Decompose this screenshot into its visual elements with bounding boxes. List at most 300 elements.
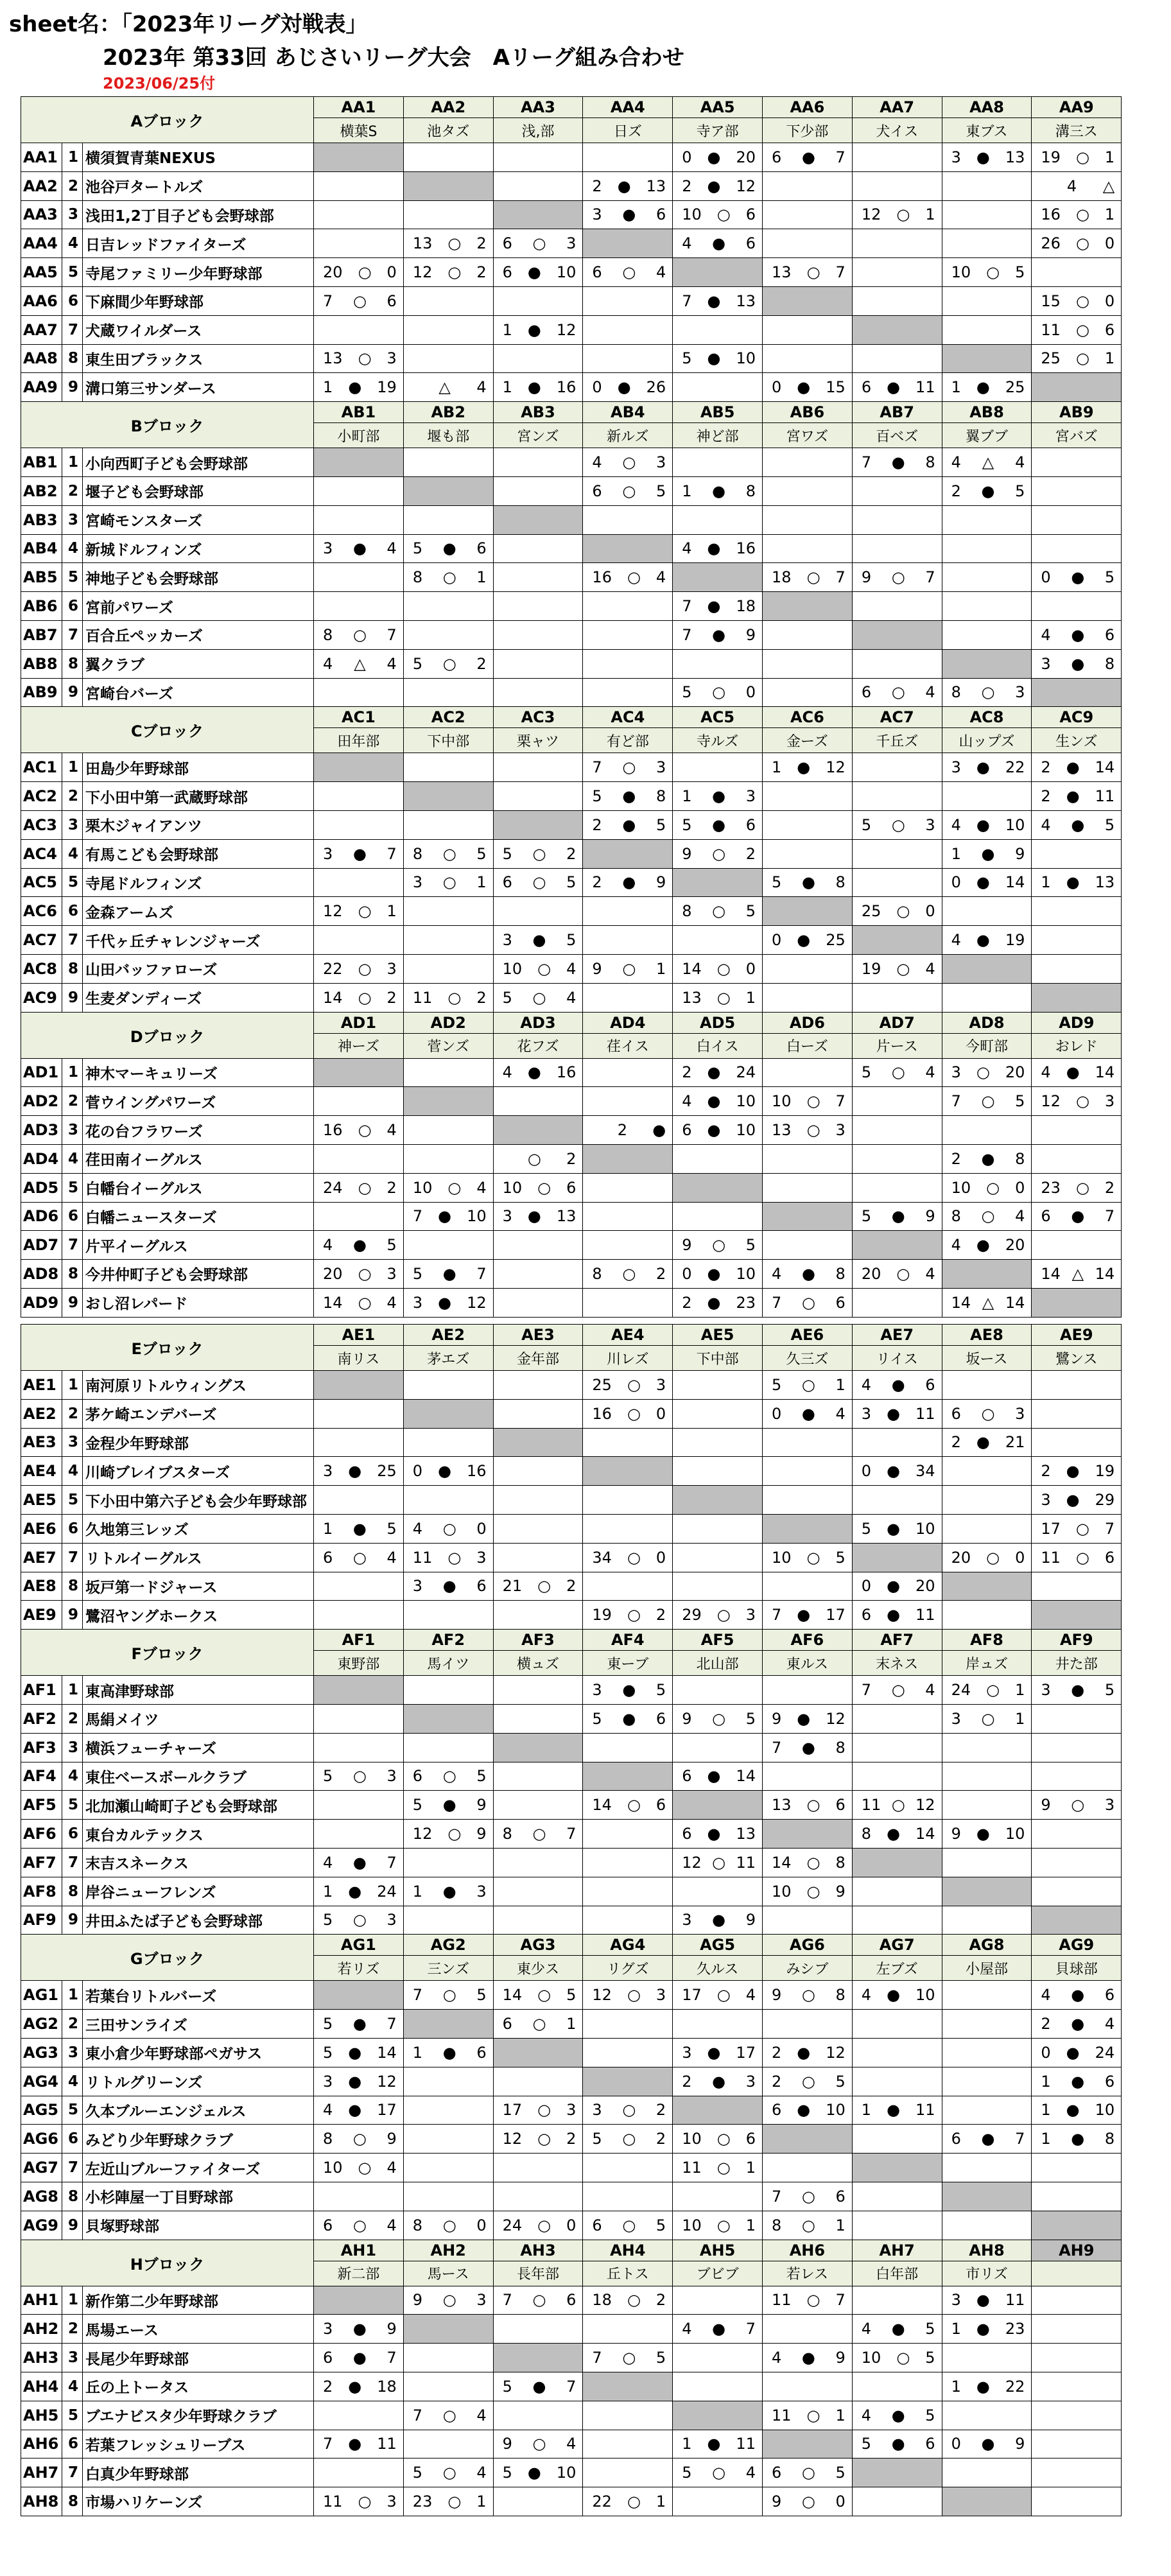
match-result: 18 ○ 2: [583, 2286, 673, 2315]
column-abbr: 東ルス: [762, 1651, 852, 1676]
match-result: [314, 563, 404, 592]
match-result: [852, 839, 942, 868]
match-result: [583, 2182, 673, 2211]
match-result: 5 ● 6: [583, 1704, 673, 1733]
match-result: 4 ● 16: [493, 1058, 583, 1087]
match-result: 4 ● 5: [852, 2401, 942, 2430]
column-abbr: 新二部: [314, 2261, 404, 2286]
team-row: [21, 592, 1122, 621]
match-result: [763, 534, 853, 563]
team-number: 8: [62, 2182, 83, 2211]
match-result: [583, 143, 673, 172]
match-result: [942, 286, 1032, 315]
team-row: [21, 2315, 1122, 2344]
team-row: [21, 476, 1122, 505]
self-match-cell: [673, 563, 763, 592]
team-number: 4: [62, 839, 83, 868]
match-result: [673, 2182, 763, 2211]
team-row: [21, 1457, 1122, 1486]
match-result: 19 ○ 1: [1032, 143, 1122, 172]
column-code: AE3: [493, 1325, 583, 1346]
match-result: 10 ○ 5: [762, 1543, 852, 1572]
match-result: 0 ● 16: [403, 1457, 493, 1486]
match-result: [942, 2067, 1032, 2096]
match-result: 5 ○ 4: [852, 1058, 942, 1087]
team-code: AB1: [21, 448, 62, 477]
match-result: 5 ● 10: [852, 1514, 942, 1543]
column-abbr: 新ルズ: [583, 423, 673, 448]
column-abbr: 長年部: [493, 2261, 583, 2286]
team-row: [21, 315, 1122, 344]
match-result: [403, 2372, 493, 2401]
match-result: 8 ○ 3: [942, 678, 1032, 707]
team-row: [21, 1486, 1122, 1515]
match-result: [673, 373, 763, 402]
column-code: AH9: [1032, 2240, 1122, 2261]
match-result: 4 ● 7: [314, 1848, 404, 1877]
team-code: AD3: [21, 1116, 62, 1145]
block-header-row: [21, 1935, 1122, 1956]
block-header-row: [21, 97, 1122, 118]
match-result: 10 ○ 7: [763, 1087, 853, 1116]
match-result: 6 ○ 5: [493, 868, 583, 897]
column-code: AG4: [583, 1935, 673, 1956]
block-name: Hブロック: [21, 2240, 314, 2286]
team-number: 4: [62, 1762, 83, 1791]
match-result: [852, 983, 942, 1012]
match-result: 7 ○ 5: [403, 1981, 493, 2010]
match-result: 0 ● 25: [763, 926, 853, 955]
match-result: 1 ● 25: [942, 373, 1032, 402]
match-result: 14 △ 14: [942, 1288, 1032, 1317]
team-code: AF6: [21, 1820, 62, 1849]
match-result: 3 ● 12: [403, 1288, 493, 1317]
column-code: AG2: [403, 1935, 493, 1956]
match-result: [942, 534, 1032, 563]
self-match-cell: [314, 143, 404, 172]
match-result: [762, 2372, 852, 2401]
column-code: AF6: [762, 1630, 852, 1651]
match-result: [763, 1058, 853, 1087]
match-result: [942, 1116, 1032, 1145]
team-number: 3: [62, 1116, 83, 1145]
team-code: AG7: [21, 2154, 62, 2182]
match-result: 24 ○ 1: [942, 1676, 1032, 1705]
match-result: 3 ○ 2: [583, 2096, 673, 2125]
column-code: AH3: [493, 2240, 583, 2261]
match-result: [314, 1704, 404, 1733]
team-name: 東生田ブラックス: [83, 344, 314, 373]
self-match-cell: [583, 229, 673, 258]
column-abbr: 坂ース: [942, 1346, 1032, 1371]
self-match-cell: [942, 649, 1032, 678]
match-result: [493, 1231, 583, 1260]
match-result: 3 ● 7: [314, 839, 404, 868]
team-row: [21, 1981, 1122, 2010]
match-result: 3 ● 12: [314, 2067, 404, 2096]
match-result: 6 ● 13: [673, 1820, 763, 1849]
team-number: 3: [62, 2344, 83, 2372]
match-result: [314, 592, 404, 621]
team-name: 下小田中第六子ども会少年野球部: [83, 1486, 314, 1515]
match-result: [403, 954, 493, 983]
match-result: [673, 2344, 763, 2372]
match-result: 8 ○ 9: [314, 2125, 404, 2154]
match-result: [1032, 2459, 1122, 2487]
match-result: 23 ○ 1: [403, 2487, 493, 2516]
team-code: AB6: [21, 592, 62, 621]
match-result: [493, 534, 583, 563]
team-name: 鷺沼ヤングホークス: [83, 1601, 314, 1630]
team-name: 千代ヶ丘チャレンジャーズ: [83, 926, 314, 955]
column-code: AA2: [403, 97, 493, 118]
match-result: 14 ○ 5: [493, 1981, 583, 2010]
match-result: 1 ● 19: [314, 373, 404, 402]
match-result: [1032, 258, 1122, 287]
team-name: 左近山ブルーファイターズ: [83, 2154, 314, 2182]
column-abbr: 片ース: [852, 1033, 942, 1058]
team-code: AD1: [21, 1058, 62, 1087]
match-result: 9 ○ 2: [673, 839, 763, 868]
match-result: 4 ○ 0: [403, 1514, 493, 1543]
match-result: 1 ● 23: [942, 2315, 1032, 2344]
match-result: [852, 171, 942, 200]
match-result: 4 ● 5: [852, 2315, 942, 2344]
column-code: AA3: [493, 97, 583, 118]
match-result: 2 ● 12: [673, 171, 763, 200]
match-result: 7 ● 17: [762, 1601, 852, 1630]
match-result: 9 ○ 3: [403, 2286, 493, 2315]
column-code: AA4: [583, 97, 673, 118]
team-code: AD2: [21, 1087, 62, 1116]
team-number: 7: [62, 1848, 83, 1877]
match-result: 2 ● 24: [673, 1058, 763, 1087]
match-result: 8 ○ 0: [403, 2211, 493, 2240]
team-name: 山田バッファローズ: [83, 954, 314, 983]
match-result: 6 ● 14: [673, 1762, 763, 1791]
column-code: AE2: [403, 1325, 493, 1346]
match-result: 7 ● 13: [673, 286, 763, 315]
match-result: [583, 1733, 673, 1762]
match-result: 19 ○ 2: [583, 1601, 673, 1630]
match-result: [673, 2286, 763, 2315]
match-result: [403, 2344, 493, 2372]
match-result: [314, 1791, 404, 1820]
column-abbr: 岸ュズ: [942, 1651, 1032, 1676]
team-code: AG1: [21, 1981, 62, 2010]
match-result: [1032, 926, 1122, 955]
block-name: Fブロック: [21, 1630, 314, 1676]
column-abbr: 久三ズ: [762, 1346, 852, 1371]
match-result: [583, 1486, 673, 1515]
match-result: 2 ● 18: [314, 2372, 404, 2401]
self-match-cell: [762, 2430, 852, 2459]
match-result: [942, 2096, 1032, 2125]
team-row: [21, 1877, 1122, 1906]
match-result: [852, 1087, 942, 1116]
match-result: 2 ● 9: [583, 868, 673, 897]
match-result: 7 ○ 4: [403, 2401, 493, 2430]
match-result: [403, 505, 493, 534]
team-number: 9: [62, 2211, 83, 2240]
match-result: [763, 229, 853, 258]
match-result: 3 ● 25: [314, 1457, 404, 1486]
match-result: [942, 897, 1032, 926]
match-result: [763, 1231, 853, 1260]
match-result: 3 ● 29: [1032, 1486, 1122, 1515]
column-abbr: 東ブス: [942, 118, 1032, 143]
match-result: 6 ○ 1: [493, 2010, 583, 2039]
team-number: 1: [62, 1371, 83, 1400]
column-code: AE9: [1032, 1325, 1122, 1346]
column-abbr: 田年部: [314, 728, 404, 753]
match-result: [762, 1572, 852, 1601]
match-result: 3 ● 22: [942, 753, 1032, 782]
column-abbr: 貝球部: [1032, 1956, 1122, 1981]
team-name: 末吉スネークス: [83, 1848, 314, 1877]
match-result: 25 ○ 1: [1032, 344, 1122, 373]
team-number: 9: [62, 678, 83, 707]
match-result: 34 ○ 0: [583, 1543, 673, 1572]
column-code: AD8: [942, 1012, 1032, 1033]
match-result: 8 ○ 7: [493, 1820, 583, 1849]
match-result: 12 ○ 1: [852, 200, 942, 229]
match-result: [493, 1704, 583, 1733]
match-result: [762, 1676, 852, 1705]
match-result: 15 ○ 0: [1032, 286, 1122, 315]
match-result: 21 ○ 2: [493, 1572, 583, 1601]
column-code: AH1: [314, 2240, 404, 2261]
match-result: [852, 2211, 942, 2240]
match-result: 5 ● 8: [763, 868, 853, 897]
self-match-cell: [583, 1762, 673, 1791]
team-number: 8: [62, 344, 83, 373]
team-code: AH7: [21, 2459, 62, 2487]
match-result: [493, 2067, 583, 2096]
match-result: [583, 1231, 673, 1260]
match-result: 16 ○ 4: [314, 1116, 404, 1145]
column-abbr: 下中部: [673, 1346, 763, 1371]
team-name: 菅ウイングパワーズ: [83, 1087, 314, 1116]
team-name: 東住ベースボールクラブ: [83, 1762, 314, 1791]
team-number: 6: [62, 1514, 83, 1543]
team-name: 横須賀青葉NEXUS: [83, 143, 314, 172]
match-result: 13 ○ 3: [314, 344, 404, 373]
match-result: 3 ● 11: [852, 1399, 942, 1428]
match-result: 8 ○ 7: [314, 620, 404, 649]
column-code: AB7: [852, 402, 942, 423]
team-number: 5: [62, 563, 83, 592]
team-row: [21, 2154, 1122, 2182]
match-result: 0 ● 26: [583, 373, 673, 402]
self-match-cell: [583, 2372, 673, 2401]
column-code: AB8: [942, 402, 1032, 423]
team-number: 9: [62, 1906, 83, 1935]
team-name: 神地子ども会野球部: [83, 563, 314, 592]
match-result: [403, 1676, 493, 1705]
match-result: 5 ● 6: [403, 534, 493, 563]
match-result: [583, 1288, 673, 1317]
team-name: 若葉フレッシュリーブス: [83, 2430, 314, 2459]
match-result: 7 ○ 6: [493, 2286, 583, 2315]
column-abbr: 市リズ: [942, 2261, 1032, 2286]
match-result: [1032, 2430, 1122, 2459]
match-result: [583, 2010, 673, 2039]
match-result: [583, 2154, 673, 2182]
match-result: 3 ● 4: [314, 534, 404, 563]
match-result: [673, 1676, 763, 1705]
match-result: [493, 1676, 583, 1705]
team-number: 7: [62, 2459, 83, 2487]
match-result: [403, 810, 493, 839]
self-match-cell: [314, 1058, 404, 1087]
team-code: AC1: [21, 753, 62, 782]
column-code: AG7: [852, 1935, 942, 1956]
team-code: AF4: [21, 1762, 62, 1791]
match-result: [493, 2182, 583, 2211]
team-code: AE8: [21, 1572, 62, 1601]
match-result: [314, 868, 404, 897]
self-match-cell: [493, 505, 583, 534]
team-row: [21, 2038, 1122, 2067]
match-result: 12 ○ 2: [493, 2125, 583, 2154]
match-result: [942, 2211, 1032, 2240]
match-result: [1032, 1572, 1122, 1601]
match-result: [673, 1399, 763, 1428]
team-code: AC2: [21, 782, 62, 811]
self-match-cell: [403, 1704, 493, 1733]
team-name: 浅田1,2丁目子ども会野球部: [83, 200, 314, 229]
self-match-cell: [852, 1543, 942, 1572]
match-result: [852, 258, 942, 287]
team-code: AB2: [21, 476, 62, 505]
match-result: 5 ○ 3: [852, 810, 942, 839]
match-result: [852, 2038, 942, 2067]
match-result: [493, 2487, 583, 2516]
team-number: 2: [62, 782, 83, 811]
match-result: [852, 2182, 942, 2211]
match-result: 5 ● 10: [673, 344, 763, 373]
team-name: 白真少年野球部: [83, 2459, 314, 2487]
match-result: [493, 2154, 583, 2182]
column-code: AA1: [314, 97, 404, 118]
match-result: 5 ● 9: [852, 1202, 942, 1231]
column-code: AC8: [942, 707, 1032, 728]
match-result: [314, 1601, 404, 1630]
match-result: [763, 200, 853, 229]
column-abbr: 南リス: [314, 1346, 404, 1371]
match-result: [403, 286, 493, 315]
match-result: [493, 1906, 583, 1935]
team-code: AB9: [21, 678, 62, 707]
team-row: [21, 2344, 1122, 2372]
team-name: 下麻間少年野球部: [83, 286, 314, 315]
match-result: [763, 954, 853, 983]
match-result: 11 ○ 6: [1032, 1543, 1122, 1572]
column-code: AF7: [852, 1630, 942, 1651]
team-code: AG4: [21, 2067, 62, 2096]
match-result: 8 ○ 5: [673, 897, 763, 926]
date-label: 2023/06/25付: [103, 74, 216, 92]
self-match-cell: [493, 1733, 583, 1762]
match-result: [852, 505, 942, 534]
team-code: AC7: [21, 926, 62, 955]
match-result: [763, 983, 853, 1012]
match-result: 13 ○ 3: [763, 1116, 853, 1145]
match-result: [852, 476, 942, 505]
column-abbr: 神ど部: [673, 423, 763, 448]
match-result: 10 ○ 1: [673, 2211, 763, 2240]
team-row: [21, 1820, 1122, 1849]
column-abbr: 宮ンズ: [493, 423, 583, 448]
match-result: 0 ● 20: [673, 143, 763, 172]
match-result: [314, 1087, 404, 1116]
match-result: [763, 810, 853, 839]
team-code: AD4: [21, 1144, 62, 1173]
match-result: [493, 171, 583, 200]
match-result: [314, 171, 404, 200]
match-result: [583, 1428, 673, 1457]
match-result: [1032, 954, 1122, 983]
team-number: 2: [62, 476, 83, 505]
match-result: [852, 286, 942, 315]
match-result: 4 ● 10: [852, 1981, 942, 2010]
self-match-cell: [1032, 2211, 1122, 2240]
team-number: 3: [62, 200, 83, 229]
column-abbr: 菅ンズ: [403, 1033, 493, 1058]
team-name: 犬蔵ワイルダース: [83, 315, 314, 344]
self-match-cell: [314, 1371, 404, 1400]
team-name: 南河原リトルウィングス: [83, 1371, 314, 1400]
match-result: [493, 649, 583, 678]
team-name: おし沼レパード: [83, 1288, 314, 1317]
match-result: 3 ● 13: [493, 1202, 583, 1231]
match-result: 6 ○ 3: [493, 229, 583, 258]
team-code: AC3: [21, 810, 62, 839]
team-name: 生麦ダンディーズ: [83, 983, 314, 1012]
match-result: [403, 1428, 493, 1457]
self-match-cell: [1032, 1906, 1122, 1935]
match-result: 7 ● 10: [403, 1202, 493, 1231]
column-code: AD3: [493, 1012, 583, 1033]
match-result: [763, 315, 853, 344]
self-match-cell: [673, 2401, 763, 2430]
team-code: AB8: [21, 649, 62, 678]
match-result: [403, 1116, 493, 1145]
self-match-cell: [942, 1877, 1032, 1906]
match-result: 7 ● 9: [673, 620, 763, 649]
team-row: [21, 1601, 1122, 1630]
match-result: [493, 344, 583, 373]
match-result: 4 △ 4: [314, 649, 404, 678]
match-result: [942, 2010, 1032, 2039]
team-code: AA6: [21, 286, 62, 315]
team-name: ブエナビスタ少年野球クラブ: [83, 2401, 314, 2430]
match-result: 6 ○ 5: [583, 476, 673, 505]
match-result: 3 ● 6: [403, 1572, 493, 1601]
match-result: [942, 1848, 1032, 1877]
team-number: 1: [62, 448, 83, 477]
team-code: AG2: [21, 2010, 62, 2039]
self-match-cell: [852, 2459, 942, 2487]
team-name: 久地第三レッズ: [83, 1514, 314, 1543]
match-result: [942, 983, 1032, 1012]
column-abbr: おレド: [1032, 1033, 1122, 1058]
match-result: [942, 1486, 1032, 1515]
column-code: AC4: [583, 707, 673, 728]
match-result: 9 ○ 0: [762, 2487, 852, 2516]
match-result: [403, 897, 493, 926]
